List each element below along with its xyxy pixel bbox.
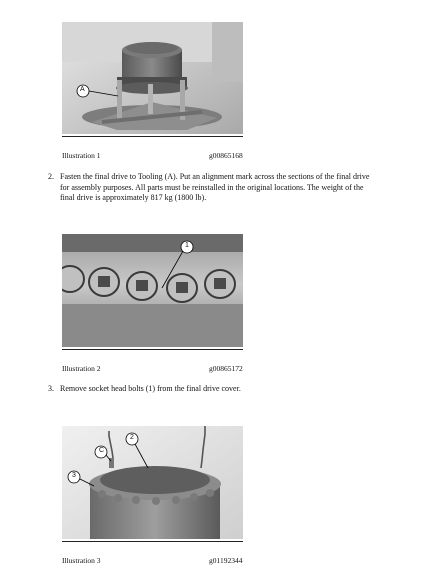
illustration-3-photo: [62, 426, 243, 539]
step-2: [48, 172, 378, 212]
illustration-1-photo: [62, 22, 243, 134]
illustration-3-id: g01192344: [209, 556, 243, 565]
callout-c: C: [99, 447, 105, 454]
illustration-2-id: g00865172: [209, 364, 243, 373]
callout-a: A: [80, 86, 85, 93]
callout-3: 3: [72, 472, 76, 479]
step-text: Fasten the final drive to Tooling (A). Put an alignment mark across the sections of the final drive for assembly purposes. All parts must be reinstalled in the original locations. The weight of the final drive is approximately 817 kg (1800 lb).: [60, 172, 370, 202]
illustration-3-label: Illustration 3: [62, 556, 101, 565]
step-number: 3.: [48, 384, 54, 393]
divider: [62, 136, 243, 137]
illustration-2-photo: [62, 234, 243, 347]
callout-1: 1: [185, 242, 189, 249]
step-3: [48, 384, 378, 396]
callout-2: 2: [130, 434, 134, 441]
step-number: 2.: [48, 172, 54, 181]
divider: [62, 349, 243, 350]
divider: [62, 541, 243, 542]
illustration-1-id: g00865168: [209, 151, 243, 160]
illustration-1-label: Illustration 1: [62, 151, 101, 160]
step-text: Remove socket head bolts (1) from the final drive cover.: [60, 384, 241, 393]
illustration-2-label: Illustration 2: [62, 364, 101, 373]
